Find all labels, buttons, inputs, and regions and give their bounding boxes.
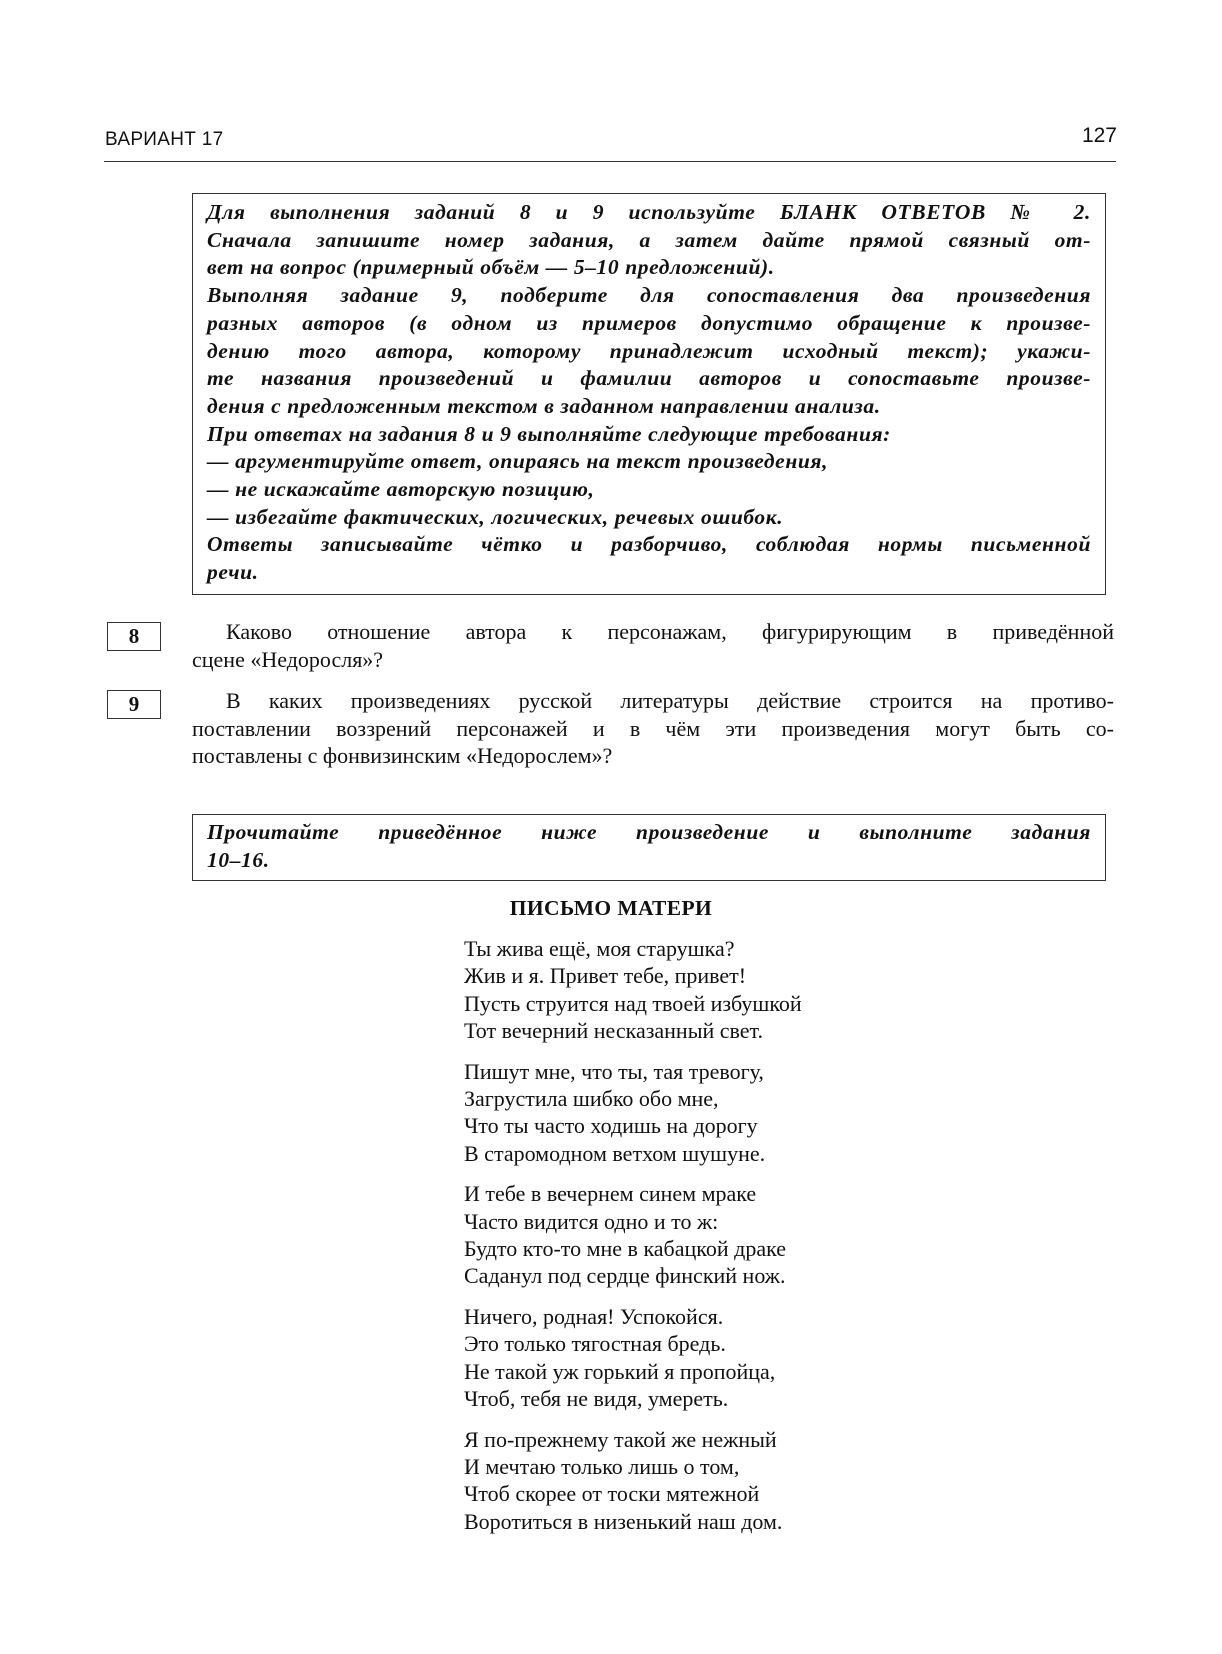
instruction-line: — избегайте фактических, логических, речевых ошибок. — [207, 504, 784, 529]
poem-line: И тебе в вечернем синем мраке — [464, 1181, 757, 1207]
question-number-box: 9 — [107, 690, 161, 719]
instruction-line: дения с предложенным текстом в заданном направлении анализа. — [207, 393, 881, 418]
poem-line: Пусть струится над твоей избушкой — [464, 990, 802, 1016]
question-number-box: 8 — [107, 622, 161, 651]
poem-stanza — [464, 1303, 802, 1413]
question-line: В каких произведениях русской литературы действие строится на противо- — [226, 688, 1114, 713]
question-line: Каково отношение автора к персонажам, фигурирующим в приведённой — [226, 619, 1114, 644]
question-9-text — [192, 687, 1114, 770]
poem-line: Саданул под сердце финский нож. — [464, 1263, 786, 1289]
poem-line: Что ты часто ходишь на дорогу — [464, 1113, 758, 1139]
poem-line: Загрустила шибко обо мне, — [464, 1086, 719, 1112]
header-divider — [104, 161, 1116, 162]
question-line: сцене «Недоросля»? — [192, 646, 384, 672]
poem-stanza — [464, 1180, 802, 1290]
instruction-line: Выполняя задание 9, подберите для сопоставления два произведения — [207, 283, 1091, 308]
instruction-line: разных авторов (в одном из примеров допустимо обращение к произве- — [207, 310, 1091, 335]
poem-stanza — [464, 935, 802, 1045]
instruction-line: дению того автора, которому принадлежит исходный текст); укажи- — [207, 338, 1091, 363]
instruction-line: те названия произведений и фамилии авторов и сопоставьте произве- — [207, 366, 1091, 391]
instruction-line: Ответы записывайте чётко и разборчиво, соблюдая нормы письменной — [207, 532, 1091, 557]
poem-line: Тот вечерний несказанный свет. — [464, 1018, 764, 1044]
poem-body — [464, 935, 802, 1548]
reading-instruction-line: Прочитайте приведённое ниже произведение и выполните задания — [207, 820, 1091, 844]
reading-instruction-box — [192, 814, 1106, 881]
poem-line: В старомодном ветхом шушуне. — [464, 1140, 766, 1166]
instruction-line: Для выполнения заданий 8 и 9 используйте БЛАНК ОТВЕТОВ № 2. — [207, 200, 1091, 224]
poem-line: Будто кто-то мне в кабацкой драке — [464, 1236, 786, 1262]
page-number: 127 — [1081, 124, 1117, 147]
poem-line: Не такой уж горький я пропойца, — [464, 1358, 776, 1384]
poem-line: Воротиться в низенький наш дом. — [464, 1508, 783, 1534]
poem-line: Ничего, родная! Успокойся. — [464, 1303, 724, 1329]
poem-line: Ты жива ещё, моя старушка? — [464, 936, 735, 961]
question-line: поставлении воззрений персонажей и в чём эти произведения могут быть со- — [192, 715, 1114, 741]
question-line: поставлены с фонвизинским «Недорослем»? — [192, 743, 613, 768]
instruction-line: Сначала запишите номер задания, а затем дайте прямой связный от- — [207, 227, 1091, 252]
poem-stanza — [464, 1426, 802, 1536]
poem-line: Часто видится одно и то ж: — [464, 1208, 719, 1234]
poem-line: И мечтаю только лишь о том, — [464, 1453, 740, 1479]
instruction-line: — аргументируйте ответ, опираясь на текст произведения, — [207, 449, 829, 474]
running-header-variant: ВАРИАНТ 17 — [105, 129, 224, 150]
poem-line: Пишут мне, что ты, тая тревогу, — [464, 1058, 764, 1084]
instructions-box — [192, 193, 1106, 595]
poem-title: ПИСЬМО МАТЕРИ — [509, 896, 713, 920]
poem-line: Это только тягостная бредь. — [464, 1331, 726, 1357]
poem-stanza — [464, 1058, 802, 1168]
instruction-line: вет на вопрос (примерный объём — 5–10 предложений). — [207, 255, 775, 280]
reading-instruction-line: 10–16. — [207, 847, 270, 872]
instruction-line: При ответах на задания 8 и 9 выполняйте следующие требования: — [207, 421, 891, 446]
poem-line: Я по-прежнему такой же нежный — [464, 1426, 777, 1452]
poem-line: Чтоб, тебя не видя, умереть. — [464, 1386, 729, 1412]
question-8-text — [192, 618, 1114, 673]
instruction-line: — не искажайте авторскую позицию, — [207, 477, 595, 502]
poem-line: Чтоб скорее от тоски мятежной — [464, 1481, 760, 1507]
instruction-line: речи. — [207, 560, 259, 585]
poem-line: Жив и я. Привет тебе, привет! — [464, 963, 747, 989]
